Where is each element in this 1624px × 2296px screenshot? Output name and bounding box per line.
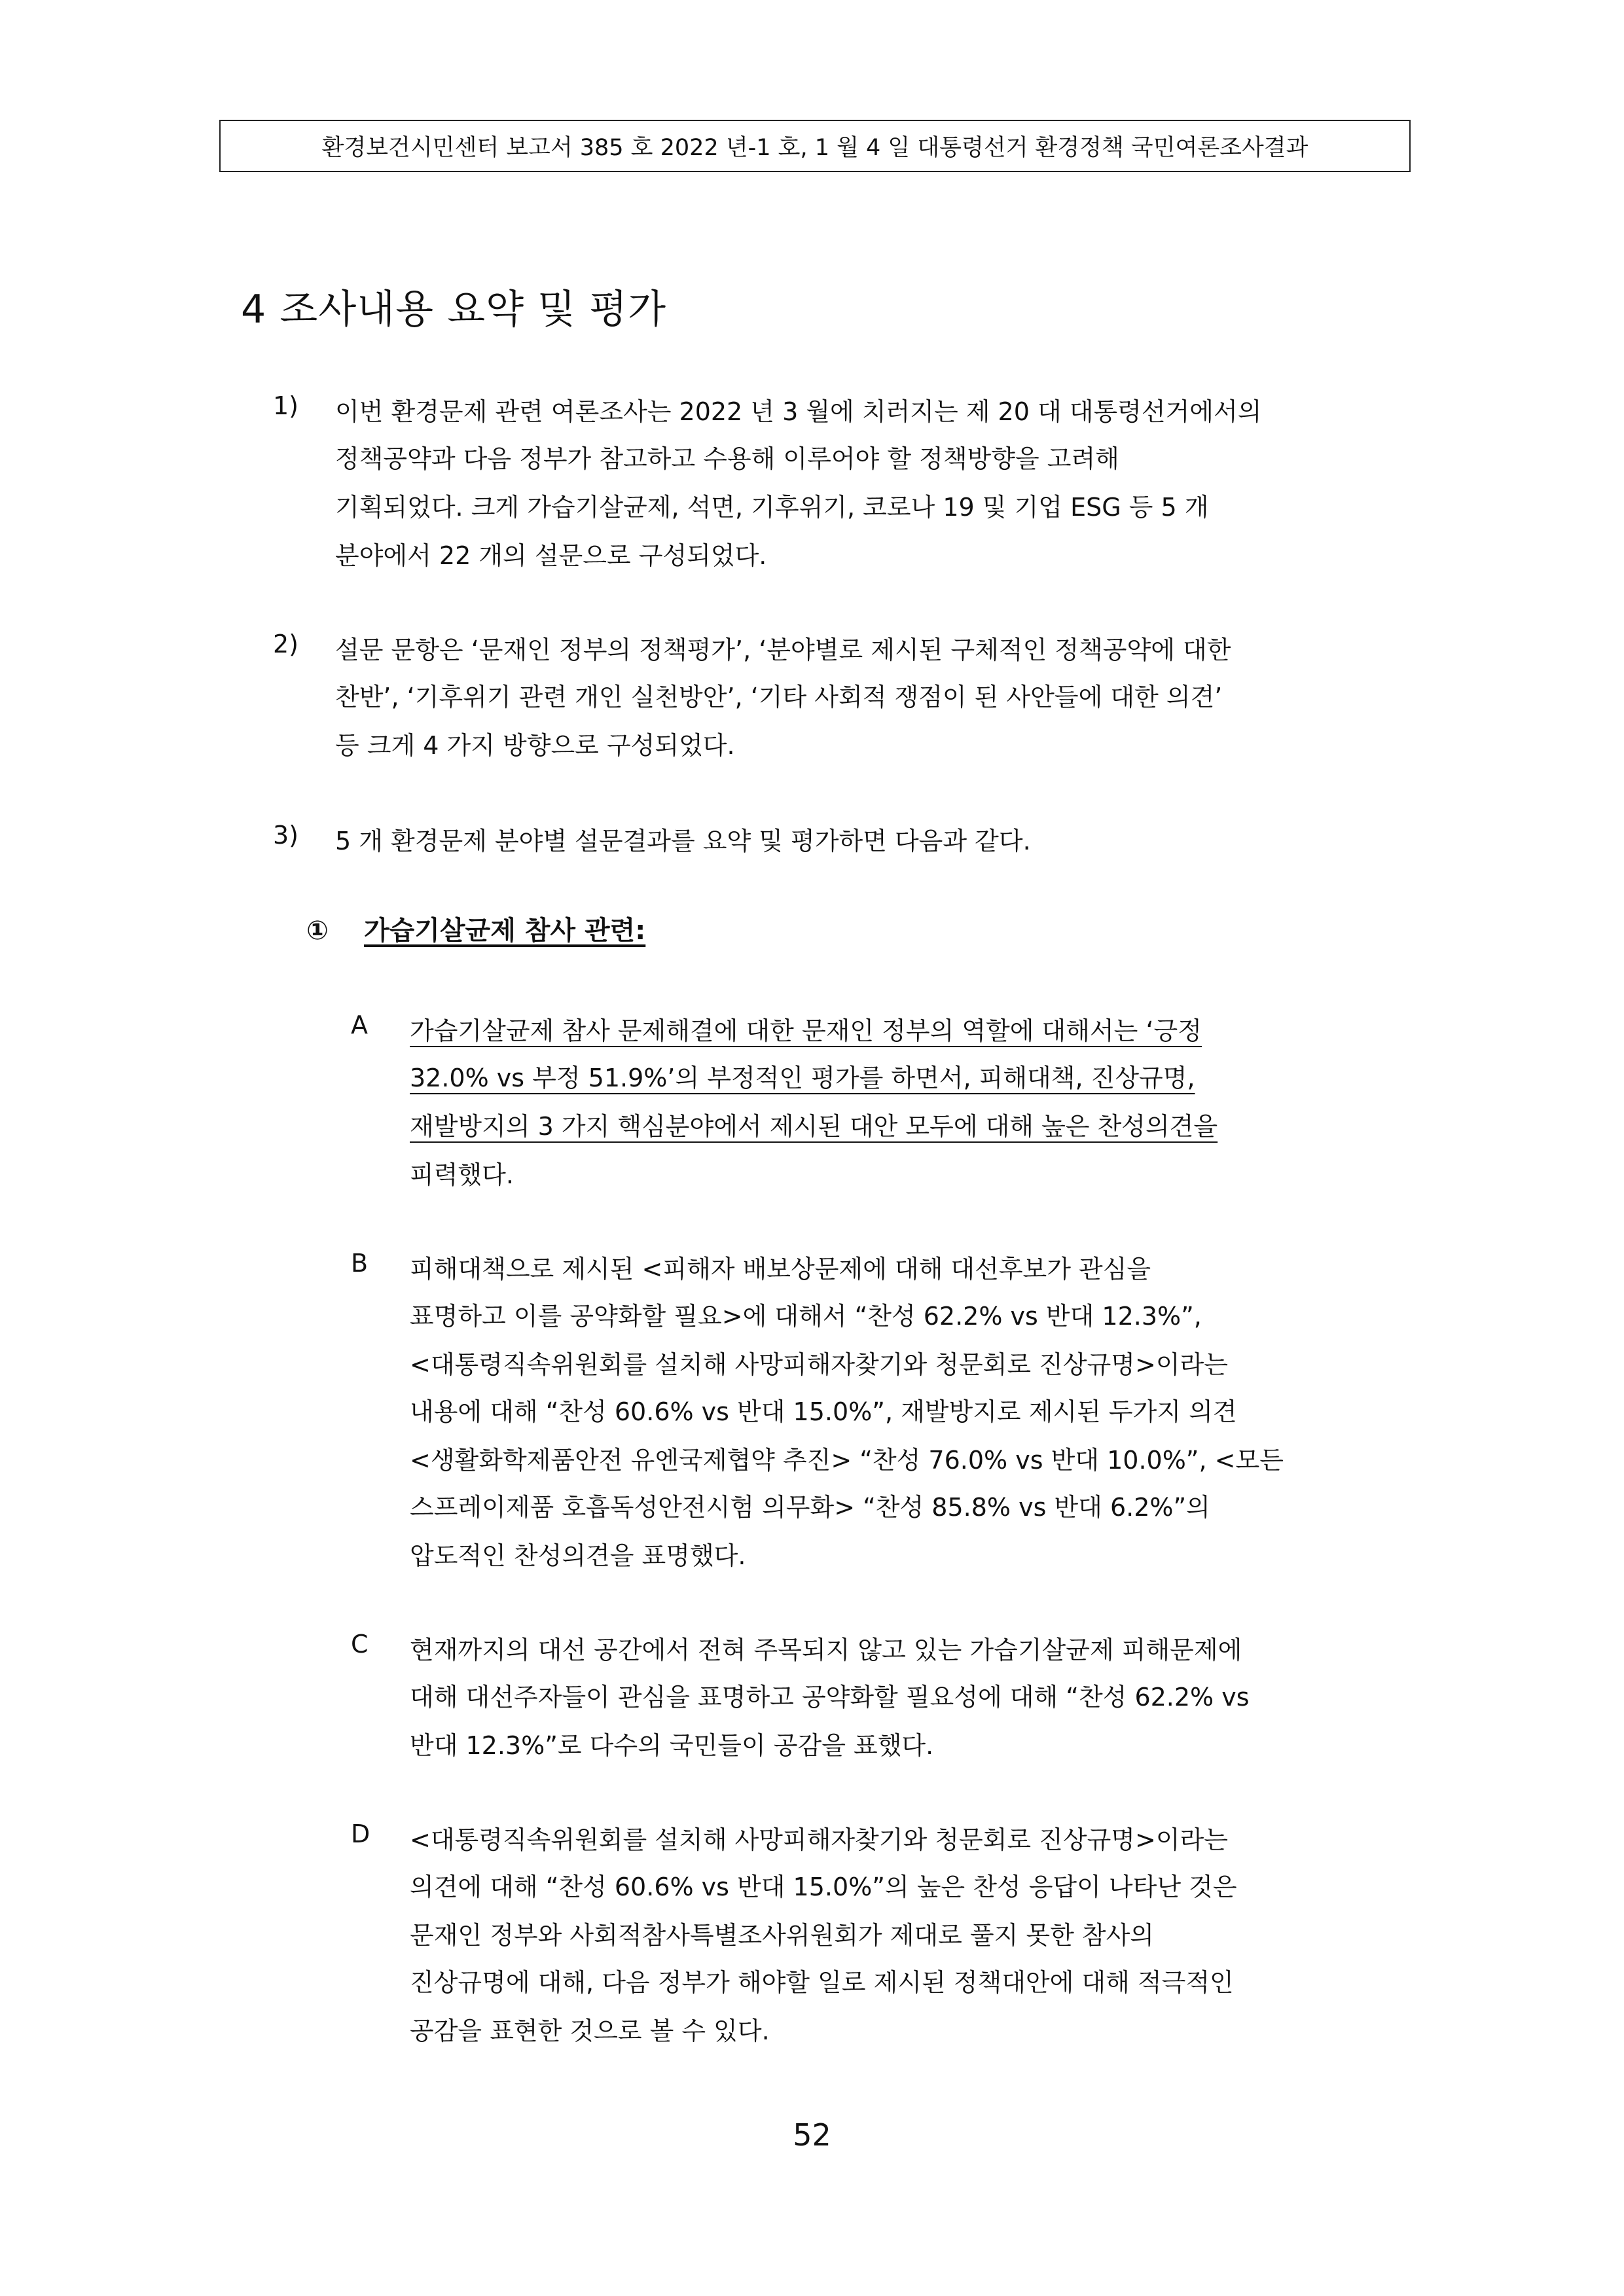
paragraph-letter: D [351, 1820, 370, 1848]
paragraph-letter: B [351, 1249, 369, 1278]
paragraph-letter: A [351, 1011, 368, 1039]
paragraph-line: 현재까지의 대선 공간에서 전혀 주목되지 않고 있는 가습기살균제 피해문제에 [410, 1636, 1242, 1664]
paragraph-line: 문재인 정부와 사회적참사특별조사위원회가 제대로 풀지 못한 참사의 [410, 1921, 1155, 1950]
paragraph-line: <생활화학제품안전 유엔국제협약 추진> “찬성 76.0% vs 반대 10.0%”, <모든 [410, 1446, 1284, 1475]
paragraph-line: <대통령직속위원회를 설치해 사망피해자찾기와 청문회로 진상규명>이라는 [410, 1350, 1228, 1379]
circled-number-1: ① [306, 916, 329, 946]
item-line: 정책공약과 다음 정부가 참고하고 수용해 이루어야 할 정책방향을 고려해 [335, 444, 1119, 473]
paragraph-line: 32.0% vs 부정 51.9%’의 부정적인 평가를 하면서, 피해대책, 진상규명, [410, 1064, 1195, 1092]
item-number: 2) [273, 630, 299, 658]
item-line: 분야에서 22 개의 설문으로 구성되었다. [335, 541, 767, 570]
subsection-title: 가습기살균제 참사 관련: [364, 916, 646, 946]
paragraph-line: 피력했다. [410, 1160, 514, 1189]
paragraph-line: 대해 대선주자들이 관심을 표명하고 공약화할 필요성에 대해 “찬성 62.2% vs [410, 1683, 1250, 1712]
paragraph-line: 가습기살균제 참사 문제해결에 대한 문재인 정부의 역할에 대해서는 ‘긍정 [410, 1016, 1202, 1045]
item-line: 설문 문항은 ‘문재인 정부의 정책평가’, ‘분야별로 제시된 구체적인 정책공약에 대한 [335, 636, 1231, 664]
paragraph-line: 압도적인 찬성의견을 표명했다. [410, 1541, 746, 1570]
paragraph-line: 내용에 대해 “찬성 60.6% vs 반대 15.0%”, 재발방지로 제시된 두가지 의견 [410, 1397, 1237, 1426]
section-title: 4 조사내용 요약 및 평가 [241, 287, 667, 332]
subsection-heading [306, 910, 645, 947]
item-number: 3) [273, 821, 299, 850]
item-number: 1) [273, 391, 299, 420]
report-header [219, 120, 1411, 172]
paragraph-line: 진상규명에 대해, 다음 정부가 해야할 일로 제시된 정책대안에 대해 적극적인 [410, 1968, 1234, 1997]
item-line: 등 크게 4 가지 방향으로 구성되었다. [335, 731, 735, 760]
report-header-text: 환경보건시민센터 보고서 385 호 2022 년-1 호, 1 월 4 일 대통령선거 환경정책 국민여론조사결과 [321, 135, 1308, 161]
paragraph-letter: C [351, 1630, 369, 1659]
paragraph-line: <대통령직속위원회를 설치해 사망피해자찾기와 청문회로 진상규명>이라는 [410, 1825, 1228, 1854]
paragraph-line: 공감을 표현한 것으로 볼 수 있다. [410, 2017, 770, 2045]
paragraph-line: 재발방지의 3 가지 핵심분야에서 제시된 대안 모두에 대해 높은 찬성의견을 [410, 1112, 1218, 1141]
item-line: 기획되었다. 크게 가습기살균제, 석면, 기후위기, 코로나 19 및 기업 ESG 등 5 개 [335, 493, 1209, 522]
item-line: 5 개 환경문제 분야별 설문결과를 요약 및 평가하면 다음과 같다. [335, 827, 1031, 855]
paragraph-line: 의견에 대해 “찬성 60.6% vs 반대 15.0%”의 높은 찬성 응답이 나타난 것은 [410, 1873, 1237, 1901]
item-line: 이번 환경문제 관련 여론조사는 2022 년 3 월에 치러지는 제 20 대 대통령선거에서의 [335, 397, 1262, 426]
paragraph-line: 표명하고 이를 공약화할 필요>에 대해서 “찬성 62.2% vs 반대 12.3%”, [410, 1302, 1202, 1331]
paragraph-line: 반대 12.3%”로 다수의 국민들이 공감을 표했다. [410, 1731, 934, 1760]
page-number: 52 [793, 2117, 831, 2153]
paragraph-line: 스프레이제품 호흡독성안전시험 의무화> “찬성 85.8% vs 반대 6.2%”의 [410, 1493, 1210, 1522]
paragraph-line: 피해대책으로 제시된 <피해자 배보상문제에 대해 대선후보가 관심을 [410, 1255, 1151, 1283]
item-line: 찬반’, ‘기후위기 관련 개인 실천방안’, ‘기타 사회적 쟁점이 된 사안들에 대한 의견’ [335, 683, 1223, 711]
